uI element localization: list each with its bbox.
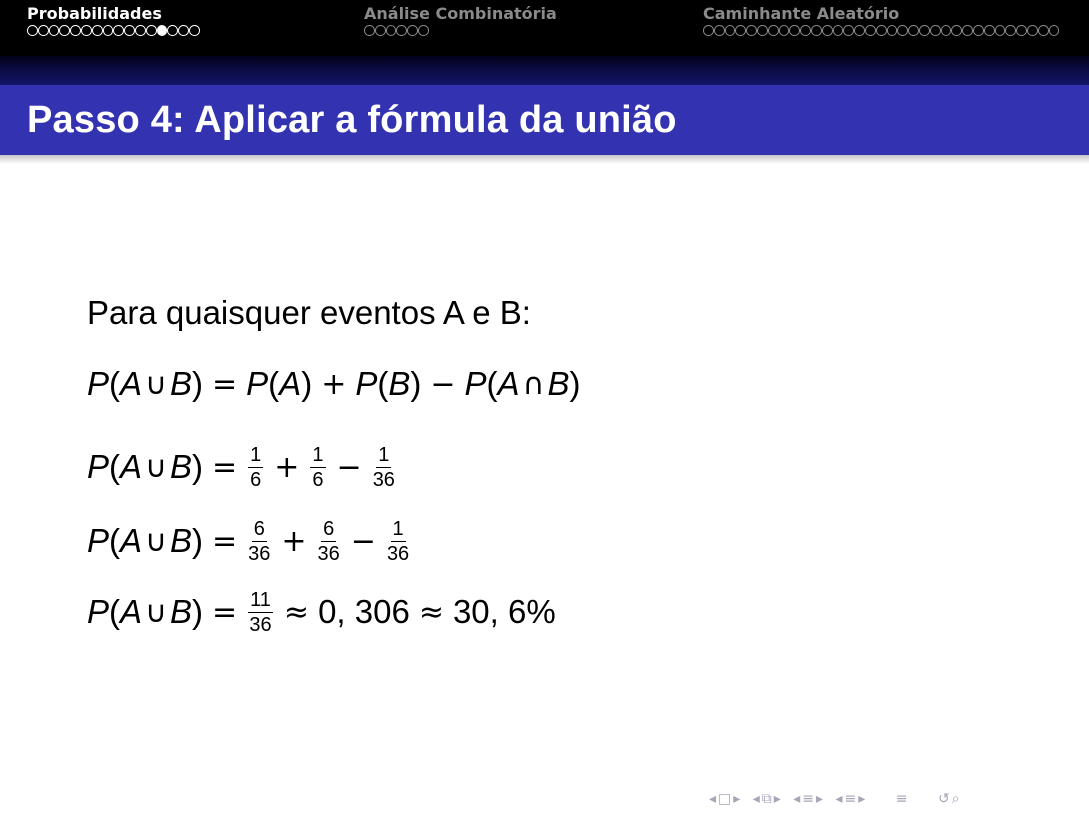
arrow-left-icon[interactable]: ◂: [835, 791, 843, 807]
nav-dot[interactable]: [103, 25, 114, 36]
nav-dot[interactable]: [854, 25, 865, 36]
section-navigation: [0, 0, 1089, 56]
nav-dot[interactable]: [146, 25, 157, 36]
beamer-navigation-symbols: [709, 789, 962, 809]
nav-dot[interactable]: [1049, 25, 1060, 36]
nav-dot[interactable]: [995, 25, 1006, 36]
nav-section-title[interactable]: Caminhante Aleatório: [703, 4, 900, 23]
union-formula: P ( A ∪ B ) = P ( A ) + P ( B ) − P ( A ∩ B ): [87, 365, 581, 402]
nav-dot[interactable]: [1016, 25, 1027, 36]
nav-dot[interactable]: [396, 25, 407, 36]
arrow-right-icon[interactable]: ▸: [858, 791, 866, 807]
search-icon[interactable]: ⌕: [951, 791, 960, 807]
step1-equation: P ( A ∪ B ) = $\frac{1}{6}$ + $\frac{1}{6}$ − $\frac{1}{36}$: [87, 443, 395, 491]
header-band: [0, 56, 1089, 85]
nav-dot[interactable]: [865, 25, 876, 36]
nav-dot[interactable]: [124, 25, 135, 36]
section-icon[interactable]: ≡: [844, 791, 857, 807]
nav-dot[interactable]: [984, 25, 995, 36]
nav-dot[interactable]: [930, 25, 941, 36]
nav-dot[interactable]: [887, 25, 898, 36]
arrow-right-icon[interactable]: ▸: [733, 791, 741, 807]
nav-dot[interactable]: [962, 25, 973, 36]
section-icon[interactable]: ≡: [802, 791, 815, 807]
nav-dot[interactable]: [757, 25, 768, 36]
nav-dot[interactable]: [38, 25, 49, 36]
nav-dot[interactable]: [735, 25, 746, 36]
nav-dot[interactable]: [178, 25, 189, 36]
arrow-right-icon[interactable]: ▸: [816, 791, 824, 807]
arrow-right-icon[interactable]: ▸: [773, 791, 781, 807]
back-forward-icon[interactable]: ↺: [937, 791, 950, 807]
nav-dots[interactable]: [364, 25, 557, 36]
nav-dot[interactable]: [768, 25, 779, 36]
fraction: $\frac{11}{36}$: [249, 588, 272, 636]
nav-dot[interactable]: [822, 25, 833, 36]
nav-dot[interactable]: [843, 25, 854, 36]
subsection-icon[interactable]: ⧉: [761, 791, 772, 807]
nav-section-caminhante-aleatorio[interactable]: [703, 4, 1059, 36]
arrow-left-icon[interactable]: ◂: [793, 791, 801, 807]
nav-dot[interactable]: [167, 25, 178, 36]
nav-dots[interactable]: [703, 25, 1059, 36]
nav-dot[interactable]: [375, 25, 386, 36]
nav-dot[interactable]: [59, 25, 70, 36]
nav-dot[interactable]: [789, 25, 800, 36]
nav-dot[interactable]: [908, 25, 919, 36]
formula-lhs-p: P: [87, 365, 110, 402]
nav-dot[interactable]: [92, 25, 103, 36]
nav-dots[interactable]: [27, 25, 200, 36]
nav-dot[interactable]: [973, 25, 984, 36]
nav-section-title[interactable]: Probabilidades: [27, 4, 162, 23]
nav-section-title[interactable]: Análise Combinatória: [364, 4, 557, 23]
arrow-left-icon[interactable]: ◂: [709, 791, 717, 807]
nav-dot[interactable]: [386, 25, 397, 36]
fraction: $\frac{1}{6}$: [312, 443, 324, 491]
nav-dot[interactable]: [27, 25, 38, 36]
nav-dot[interactable]: [157, 25, 168, 36]
step3-equation: P ( A ∪ B ) = $\frac{11}{36}$ ≈ 0, 306 ≈ 30, 6%: [87, 588, 556, 636]
nav-dot[interactable]: [941, 25, 952, 36]
fraction: $\frac{1}{36}$: [386, 517, 410, 565]
arrow-left-icon[interactable]: ◂: [752, 791, 760, 807]
nav-dot[interactable]: [714, 25, 725, 36]
nav-section-analise-combinatoria[interactable]: [364, 4, 557, 36]
nav-dot[interactable]: [407, 25, 418, 36]
nav-dot[interactable]: [876, 25, 887, 36]
fraction: $\frac{1}{36}$: [372, 443, 395, 491]
nav-dot[interactable]: [135, 25, 146, 36]
nav-dot[interactable]: [1038, 25, 1049, 36]
frame-icon[interactable]: □: [718, 791, 732, 807]
align-icon[interactable]: ≡: [895, 791, 908, 807]
fraction: $\frac{1}{6}$: [250, 443, 262, 491]
nav-dot[interactable]: [833, 25, 844, 36]
nav-dot[interactable]: [779, 25, 790, 36]
nav-dot[interactable]: [49, 25, 60, 36]
nav-dot[interactable]: [951, 25, 962, 36]
nav-dot[interactable]: [113, 25, 124, 36]
nav-dot[interactable]: [1027, 25, 1038, 36]
nav-dot[interactable]: [1005, 25, 1016, 36]
nav-dot[interactable]: [189, 25, 200, 36]
nav-dot[interactable]: [364, 25, 375, 36]
frame-title-bar: [0, 85, 1089, 155]
nav-dot[interactable]: [418, 25, 429, 36]
decimal-value: 0, 306: [318, 593, 410, 630]
nav-dot[interactable]: [70, 25, 81, 36]
fraction: $\frac{6}{36}$: [317, 517, 340, 565]
fraction: $\frac{6}{36}$: [248, 517, 271, 565]
nav-dot[interactable]: [897, 25, 908, 36]
percent-value: 30, 6%: [452, 593, 556, 630]
intro-text: Para quaisquer eventos A e B:: [87, 294, 531, 331]
step2-equation: P ( A ∪ B ) = $\frac{6}{36}$ + $\frac{6}{36}$ − $\frac{1}{36}$: [87, 517, 410, 565]
nav-dot[interactable]: [725, 25, 736, 36]
nav-dot[interactable]: [81, 25, 92, 36]
title-shadow: [0, 155, 1089, 164]
nav-section-probabilidades[interactable]: [27, 4, 200, 36]
nav-dot[interactable]: [800, 25, 811, 36]
frame-title: Passo 4: Aplicar a fórmula da união: [27, 99, 677, 141]
nav-dot[interactable]: [746, 25, 757, 36]
nav-dot[interactable]: [703, 25, 714, 36]
nav-dot[interactable]: [919, 25, 930, 36]
nav-dot[interactable]: [811, 25, 822, 36]
